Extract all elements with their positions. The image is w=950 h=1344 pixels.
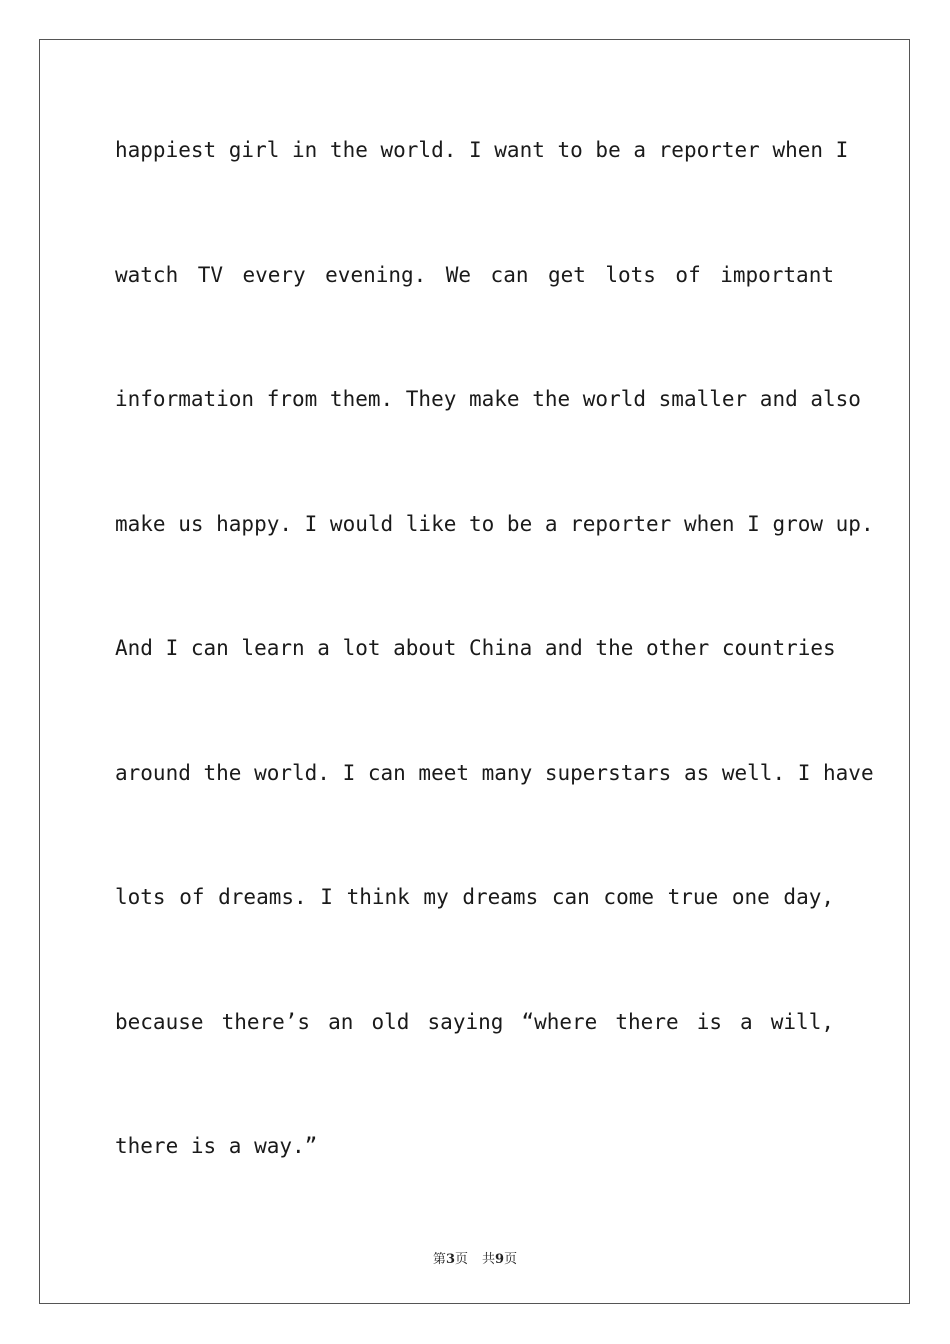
text-line-7: lots of dreams. I think my dreams can come true one day, (115, 885, 834, 909)
text-line-2: watch TV every evening. We can get lots of important (115, 262, 834, 287)
total-suffix: 页 (504, 1252, 518, 1267)
page-prefix: 第 (432, 1252, 446, 1267)
page-suffix: 页 (454, 1252, 468, 1267)
page-number: 3 (445, 1252, 455, 1267)
text-line-5: And I can learn a lot about China and the other countries (115, 636, 836, 660)
total-prefix: 共 (482, 1252, 496, 1267)
text-line-8: because there’s an old saying “where there is a will, (115, 1009, 834, 1034)
body-text (115, 128, 874, 1249)
text-line-3: information from them. They make the world smaller and also (115, 387, 861, 411)
text-line-1: happiest girl in the world. I want to be a reporter when I (115, 138, 849, 162)
text-line-9: there is a way.” (115, 1134, 318, 1158)
text-line-6: around the world. I can meet many superstars as well. I have (115, 760, 874, 785)
page-footer (0, 1248, 950, 1267)
text-line-4: make us happy. I would like to be a reporter when I grow up. (115, 511, 874, 536)
total-pages: 9 (495, 1252, 505, 1267)
